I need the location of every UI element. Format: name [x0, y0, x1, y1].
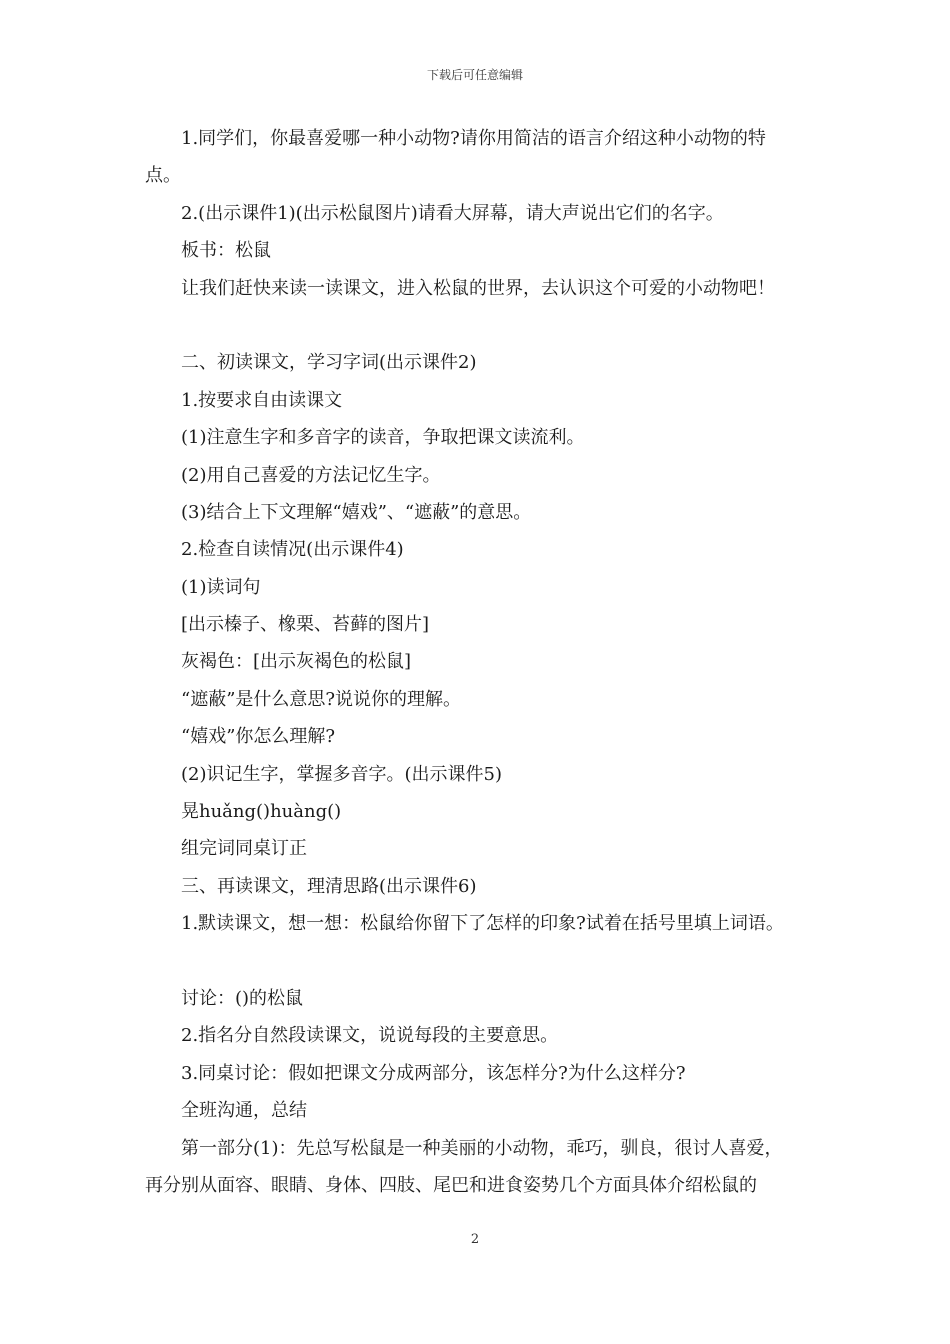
paragraph-line: 第一部分(1)：先总写松鼠是一种美丽的小动物，乖巧，驯良，很讨人喜爱， [181, 1137, 783, 1159]
paragraph-line: 让我们赶快来读一读课文，进入松鼠的世界，去认识这个可爱的小动物吧！ [181, 277, 775, 299]
section-heading: 三、再读课文，理清思路(出示课件6) [181, 875, 477, 897]
paragraph-line: 灰褐色：[出示灰褐色的松鼠] [181, 651, 412, 673]
paragraph-line: 2.(出示课件1)(出示松鼠图片)请看大屏幕，请大声说出它们的名字。 [181, 202, 724, 224]
paragraph-line: (3)结合上下文理解“嬉戏”、“遮蔽”的意思。 [181, 501, 532, 523]
section-heading: 二、初读课文，学习字词(出示课件2) [181, 352, 477, 374]
paragraph-line: 再分别从面容、眼睛、身体、四肢、尾巴和进食姿势几个方面具体介绍松鼠的 [145, 1174, 757, 1196]
paragraph-line: 晃huǎng()huàng() [181, 801, 342, 823]
paragraph-line: 1.默读课文，想一想：松鼠给你留下了怎样的印象?试着在括号里填上词语。 [181, 913, 784, 935]
paragraph-line: 2.检查自读情况(出示课件4) [181, 539, 404, 561]
paragraph-line: 组完词同桌订正 [181, 838, 307, 860]
page-number: 2 [470, 1232, 480, 1247]
paragraph-line: (1)读词句 [181, 576, 261, 598]
document-body [145, 120, 817, 1204]
paragraph-line: 3.同桌讨论：假如把课文分成两部分，该怎样分?为什么这样分? [181, 1062, 686, 1084]
paragraph-line: “遮蔽”是什么意思?说说你的理解。 [181, 688, 462, 710]
paragraph-line: (2)用自己喜爱的方法记忆生字。 [181, 464, 441, 486]
paragraph-line: 板书：松鼠 [181, 240, 271, 262]
paragraph-line: 讨论：()的松鼠 [181, 987, 304, 1009]
paragraph-line: 点。 [145, 165, 181, 187]
page-header: 下载后可任意编辑 [426, 68, 523, 82]
paragraph-line: [出示榛子、橡栗、苔藓的图片] [181, 614, 430, 636]
blank-line [145, 943, 817, 980]
paragraph-line: 全班沟通，总结 [181, 1100, 307, 1122]
paragraph-line: 1.按要求自由读课文 [181, 389, 343, 411]
paragraph-line: (1)注意生字和多音字的读音，争取把课文读流利。 [181, 427, 585, 449]
paragraph-line: “嬉戏”你怎么理解? [181, 726, 336, 748]
paragraph-line: 2.指名分自然段读课文，说说每段的主要意思。 [181, 1025, 559, 1047]
paragraph-line: (2)识记生字，掌握多音字。(出示课件5) [181, 763, 502, 785]
paragraph-line: 1.同学们，你最喜爱哪一种小动物?请你用简洁的语言介绍这种小动物的特 [181, 128, 766, 149]
blank-line [145, 307, 817, 344]
